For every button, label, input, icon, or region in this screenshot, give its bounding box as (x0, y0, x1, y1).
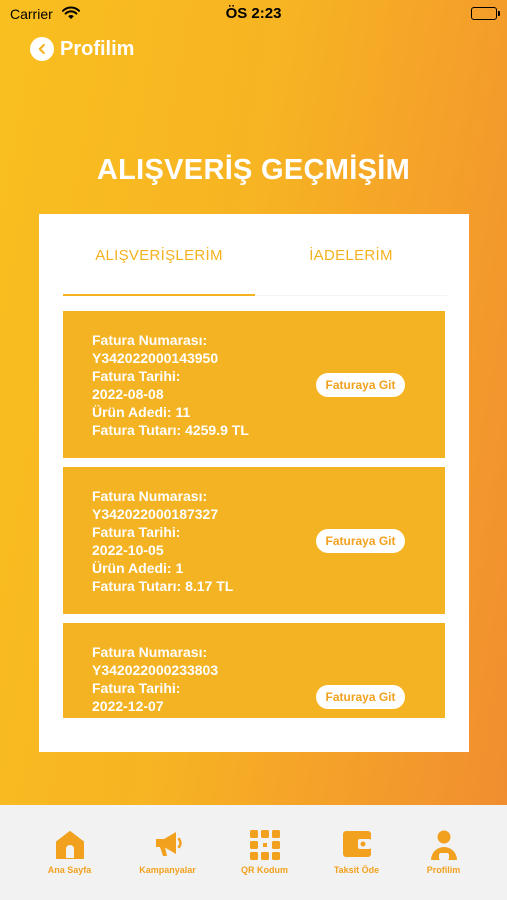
nav-label: Ana Sayfa (47, 865, 92, 875)
nav-label: QR Kodum (241, 865, 288, 875)
tab-returns[interactable]: İADELERİM (309, 246, 393, 264)
invoice-number: Y342022000143950 (92, 350, 219, 366)
invoice-details (92, 331, 249, 439)
invoice-quantity: Ürün Adedi: 1 (92, 560, 184, 576)
bottom-navigation (0, 805, 507, 900)
invoice-number-label: Fatura Numarası: (92, 332, 208, 348)
invoice-date-label: Fatura Tarihi: (92, 524, 181, 540)
invoice-details (92, 487, 233, 595)
nav-label: Profilim (426, 865, 461, 875)
invoice-item (63, 467, 445, 614)
invoice-date: 2022-12-07 (92, 698, 164, 714)
battery-icon (471, 7, 497, 20)
invoice-number-label: Fatura Numarası: (92, 488, 208, 504)
go-to-invoice-button[interactable]: Faturaya Git (316, 529, 405, 553)
nav-pay-installment[interactable] (306, 805, 407, 900)
invoice-total: Fatura Tutarı: 4259.9 TL (92, 422, 249, 438)
wallet-icon (341, 829, 373, 864)
invoice-date: 2022-08-08 (92, 386, 164, 402)
invoice-date-label: Fatura Tarihi: (92, 680, 181, 696)
profile-icon (428, 829, 460, 866)
tab-bar (63, 214, 447, 296)
invoice-list[interactable] (63, 311, 445, 718)
active-tab-indicator (63, 294, 255, 296)
megaphone-icon (152, 829, 184, 864)
invoice-date: 2022-10-05 (92, 542, 164, 558)
nav-qr-code[interactable] (214, 805, 315, 900)
nav-home[interactable] (19, 805, 120, 900)
invoice-number: Y342022000233803 (92, 662, 219, 678)
carrier-label: Carrier (10, 6, 53, 22)
invoice-total: Fatura Tutarı: 8.17 TL (92, 578, 234, 594)
nav-campaigns[interactable] (117, 805, 218, 900)
invoice-item (63, 623, 445, 718)
page-title: ALIŞVERİŞ GEÇMİŞİM (96, 154, 411, 186)
status-bar (0, 0, 507, 28)
tab-purchases[interactable]: ALIŞVERİŞLERİM (95, 246, 223, 264)
nav-label: Kampanyalar (139, 865, 196, 875)
invoice-details (92, 643, 218, 715)
back-button[interactable] (30, 37, 134, 61)
purchase-history-card (39, 214, 469, 752)
invoice-number: Y342022000187327 (92, 506, 219, 522)
invoice-item (63, 311, 445, 458)
invoice-quantity: Ürün Adedi: 11 (92, 404, 191, 420)
invoice-date-label: Fatura Tarihi: (92, 368, 181, 384)
go-to-invoice-button[interactable]: Faturaya Git (316, 685, 405, 709)
nav-label: Taksit Öde (333, 865, 380, 875)
go-to-invoice-button[interactable]: Faturaya Git (316, 373, 405, 397)
nav-profile[interactable] (393, 805, 494, 900)
chevron-left-icon (30, 37, 54, 61)
back-label: Profilim (60, 37, 135, 60)
status-time: ÖS 2:23 (225, 5, 282, 22)
home-icon (54, 829, 86, 864)
qr-code-icon (249, 829, 281, 866)
invoice-number-label: Fatura Numarası: (92, 644, 208, 660)
